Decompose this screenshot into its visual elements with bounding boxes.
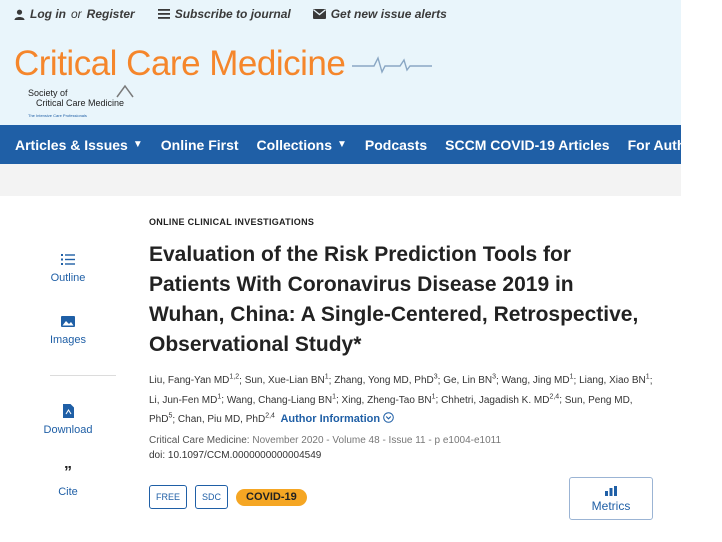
author[interactable]: Sun, Peng MD, PhD$^5$	[149, 394, 633, 425]
download-label: Download	[43, 424, 93, 436]
outline-label: Outline	[50, 272, 86, 284]
cite-tool[interactable]	[34, 464, 102, 498]
author[interactable]: Zhang, Yong MD, PhD$^3$	[334, 374, 438, 387]
author[interactable]: Liu, Fang-Yan MD$^{1,2}$	[149, 374, 240, 387]
chevron-down-icon: ▼	[337, 139, 347, 150]
journal-name: Critical Care Medicine:	[149, 435, 250, 446]
sdc-badge[interactable]: SDC	[195, 485, 228, 509]
issue-info: November 2020 - Volume 48 - Issue 11 - p e1004-e1011	[252, 435, 502, 446]
author[interactable]: Wang, Chang-Liang $BN^1$	[226, 393, 336, 406]
badges	[149, 485, 307, 509]
alerts-label: Get new issue alerts	[330, 7, 447, 21]
nav-covid-articles-label: SCCM COVID-19 Articles	[445, 136, 610, 153]
images-label: Images	[49, 334, 87, 346]
quote-icon: ”	[64, 464, 72, 481]
nav-podcasts[interactable]	[365, 137, 427, 153]
nav-covid-articles[interactable]	[445, 137, 609, 153]
images-tool[interactable]	[34, 312, 102, 346]
journal-logo-title[interactable]: Critical Care Medicine	[14, 44, 346, 83]
nav-articles-issues[interactable]	[15, 137, 143, 153]
author-information-label: Author Information	[280, 412, 381, 425]
author[interactable]: Wang, Jing $MD^1$	[501, 374, 574, 387]
metrics-button[interactable]	[569, 477, 653, 520]
metrics-label: Metrics	[591, 498, 631, 513]
article-title: Evaluation of the Risk Prediction Tools for Patients With Coronavirus Disease 2019 in Wuhan, China: A Single-Centered, Retrospective, Observational Study*	[149, 243, 639, 356]
nav-collections[interactable]	[257, 137, 347, 153]
chevron-circle-down-icon	[383, 412, 394, 423]
main-nav	[0, 125, 722, 164]
covid-badge[interactable]: COVID-19	[236, 489, 307, 506]
image-icon	[34, 312, 102, 330]
download-tool[interactable]	[34, 402, 102, 436]
cite-label: Cite	[58, 486, 78, 498]
nav-articles-issues-label: Articles & Issues	[15, 136, 128, 153]
nav-online-first[interactable]	[161, 137, 239, 153]
subscribe-label: Subscribe to journal	[174, 7, 291, 21]
author[interactable]: Ge, Lin $BN^3$	[443, 374, 497, 387]
nav-online-first-label: Online First	[160, 136, 239, 153]
author[interactable]: Sun, Xue-Lian $BN^1$	[244, 374, 329, 387]
subscribe-link[interactable]	[157, 7, 291, 21]
chevron-down-icon: ▼	[712, 139, 722, 150]
society-name	[28, 88, 124, 108]
author-list: Liu, Fang-Yan MD$^{1,2}$; Sun, Xue-Lian $BN^1$; Zhang, Yong MD, PhD$^3$; Ge, Lin $BN^3$; Wang, Jing $MD^1$; Liang, Xiao $BN^1$; Li, Jun-Fen $MD^1$; Wang, Chang-Liang $BN^1$; Xing, Zheng-Tao $BN^1$; Chhetri, Jagadish K. MD$^{2,4}$; Sun, Peng MD, PhD$^5$; Chan, Piu MD, PhD$^{2,4}$ Author Information	[149, 374, 653, 425]
alerts-link[interactable]	[313, 7, 447, 21]
society-line2: Critical Care Medicine	[36, 98, 125, 108]
nav-collections-label: Collections	[256, 136, 333, 153]
envelope-icon	[313, 7, 327, 21]
login-register	[12, 7, 135, 21]
chevron-down-icon: ▼	[132, 139, 143, 150]
heartbeat-icon	[352, 54, 432, 74]
doi[interactable]: doi: 10.1097/CCM.0000000000004549	[149, 450, 322, 461]
society-tagline: The Intensive Care Professionals	[28, 113, 87, 118]
bar-chart-icon	[605, 485, 617, 497]
nav-for-authors-label: For Authors	[627, 136, 708, 153]
pdf-icon	[34, 402, 102, 420]
outline-tool[interactable]	[34, 250, 102, 284]
article-category: ONLINE CLINICAL INVESTIGATIONS	[149, 217, 315, 227]
login-link[interactable]: Log in	[30, 7, 66, 21]
author[interactable]: Li, Jun-Fen $MD^1$	[149, 393, 222, 406]
register-link[interactable]: Register	[86, 7, 135, 21]
author[interactable]: Xing, Zheng-Tao $BN^1$	[341, 393, 436, 406]
menu-icon	[157, 7, 171, 21]
nav-podcasts-label: Podcasts	[364, 136, 428, 153]
nav-for-authors[interactable]	[628, 137, 722, 153]
author-information-toggle[interactable]	[280, 413, 394, 425]
author[interactable]: Liang, Xiao $BN^1$	[579, 374, 650, 387]
user-icon	[12, 7, 26, 21]
tools-divider	[50, 375, 116, 376]
society-line1: Society of	[28, 88, 68, 98]
or-text: or	[71, 7, 82, 21]
free-badge[interactable]: FREE	[149, 485, 187, 509]
society-mark-icon	[116, 84, 134, 98]
list-icon	[34, 250, 102, 268]
citation-journal-line	[149, 433, 501, 448]
author[interactable]: Chhetri, Jagadish K. MD$^{2,4}$	[441, 393, 560, 406]
site-header	[0, 0, 681, 125]
utility-bar	[12, 6, 469, 22]
author[interactable]: Chan, Piu MD, PhD$^{2,4}$	[177, 412, 275, 425]
gray-band	[0, 164, 681, 196]
citation-block	[149, 433, 501, 463]
